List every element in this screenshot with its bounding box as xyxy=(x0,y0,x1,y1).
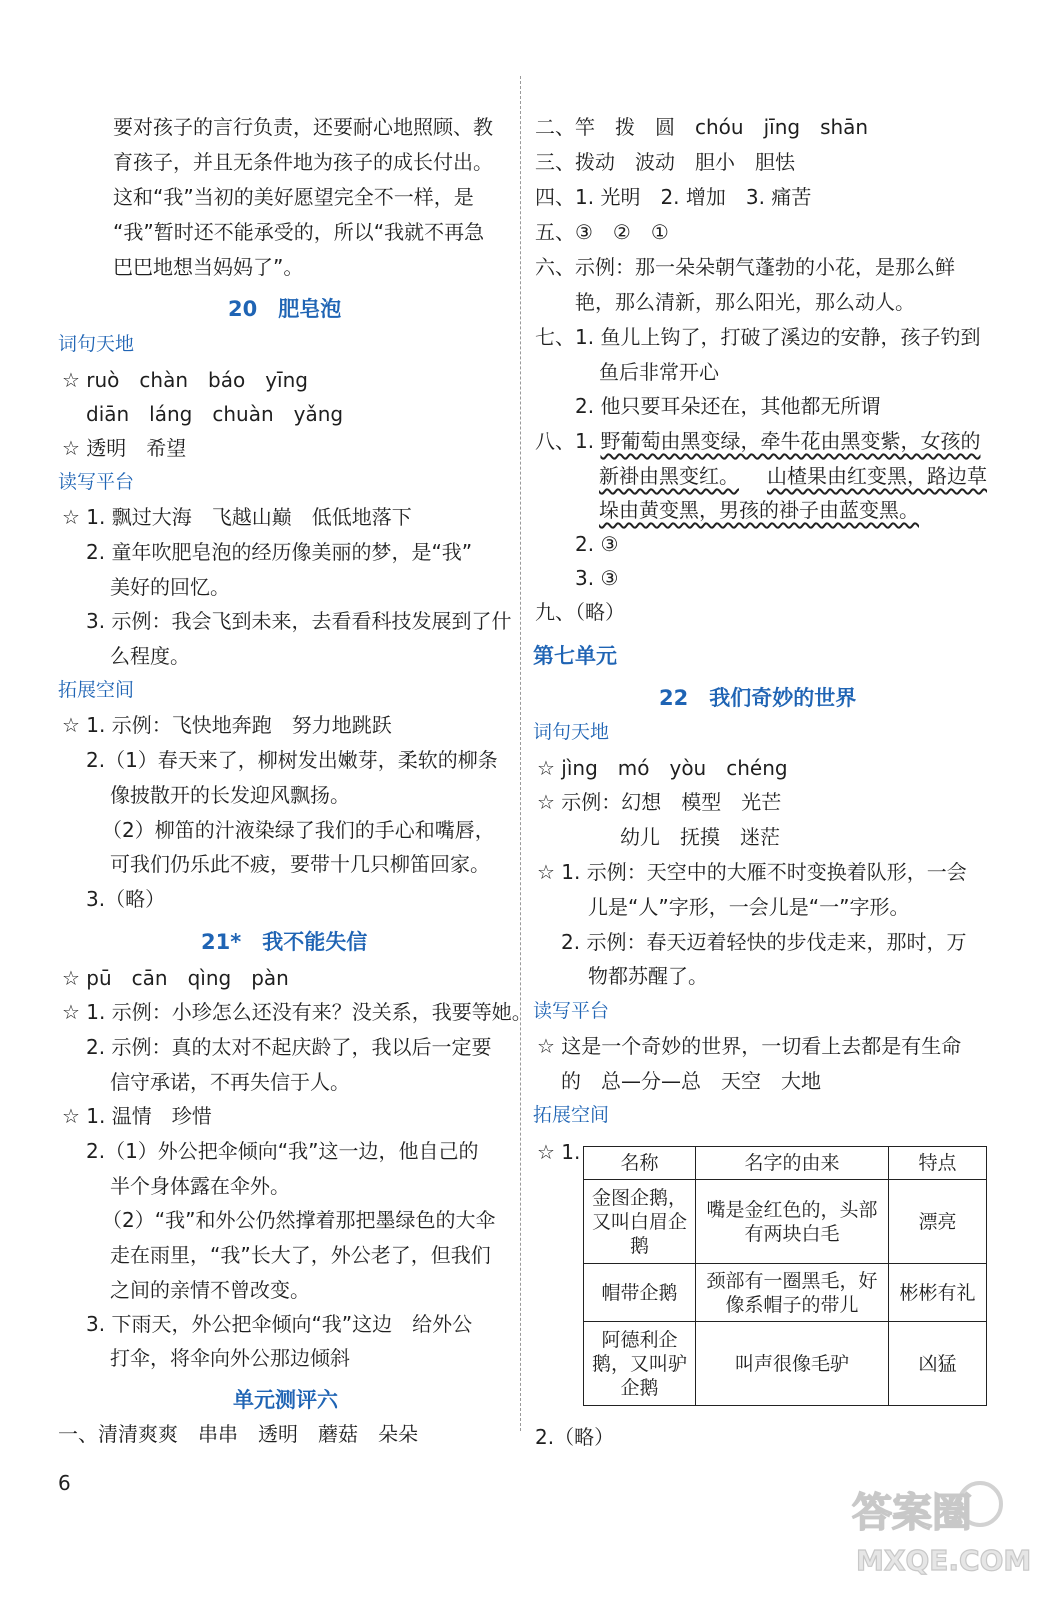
l22-c4b: 儿是“人”字形，一会儿是“一”字形。 xyxy=(588,895,910,919)
r-line-7b: 鱼后非常开心 xyxy=(599,360,719,384)
r-line-7c: 2. 他只要耳朵还在，其他都无所谓 xyxy=(575,394,881,418)
l20-tz-2c: （2）柳笛的汁液染绿了我们的手心和嘴唇， xyxy=(102,818,495,842)
l22-c1: ☆ jìng mó yòu chéng xyxy=(537,756,788,780)
lesson-22-title: 22 我们奇妙的世界 xyxy=(659,686,857,710)
r-line-5: 五、③ ② ① xyxy=(535,220,669,244)
intro-line-1: 要对孩子的言行负责，还要耐心地照顾、教 xyxy=(113,115,493,139)
r-line-8e: 3. ③ xyxy=(575,566,619,590)
intro-line-2: 育孩子，并且无条件地为孩子的成长付出。 xyxy=(113,150,493,174)
l20-duxie-1: ☆ 1. 飘过大海 飞越山巅 低低地落下 xyxy=(62,505,412,529)
watermark-text-cn: 答案圈 xyxy=(852,1490,972,1536)
l20-duxie-2b: 美好的回忆。 xyxy=(110,575,230,599)
table-cell: 彬彬有礼 xyxy=(889,1264,987,1322)
r-8c-text: 垛由黄变黑，男孩的褂子由蓝变黑。 xyxy=(599,498,919,522)
r-8b-text1: 新褂由黑变红。 xyxy=(599,464,739,488)
unit-test-6-title: 单元测评六 xyxy=(233,1388,338,1412)
l22-dx2: 的 总—分—总 天空 大地 xyxy=(561,1069,821,1093)
l22-c4a: ☆ 1. 示例：天空中的大雁不时变换着队形，一会 xyxy=(537,860,967,884)
r-8a-text: 野葡萄由黑变绿，牵牛花由黑变紫，女孩的 xyxy=(600,429,981,453)
table-cell: 叫声很像毛驴 xyxy=(696,1322,889,1406)
r-line-3: 三、拨动 波动 胆小 胆怯 xyxy=(535,150,795,174)
r-line-8c xyxy=(599,497,919,523)
table-cell: 凶猛 xyxy=(889,1322,987,1406)
lesson-21-title: 21* 我不能失信 xyxy=(201,930,368,954)
r-line-2: 二、竿 拨 圆 chóu jīng shān xyxy=(535,115,869,139)
table-header-row xyxy=(584,1147,987,1180)
watermark-icon xyxy=(840,1478,1030,1588)
l20-duxie-2a: 2. 童年吹肥皂泡的经历像美丽的梦，是“我” xyxy=(86,540,473,564)
l20-ciju-1: ☆ ruò chàn báo yīng xyxy=(62,368,308,392)
r-line-8d: 2. ③ xyxy=(575,532,619,556)
table-row xyxy=(584,1264,987,1322)
l21-e3: （2）“我”和外公仍然撑着那把墨绿色的大伞 xyxy=(102,1208,496,1232)
l21-c2: 信守承诺，不再失信于人。 xyxy=(110,1070,350,1094)
l22-c5a: 2. 示例：春天迈着轻快的步伐走来，那时，万 xyxy=(561,930,967,954)
r-line-4: 四、1. 光明 2. 增加 3. 痛苦 xyxy=(535,185,812,209)
l20-tz-1: ☆ 1. 示例：飞快地奔跑 努力地跳跃 xyxy=(62,713,392,737)
l20-tz-2a: 2.（1）春天来了，柳树发出嫩芽，柔软的柳条 xyxy=(86,748,498,772)
lesson-20-title: 20 肥皂泡 xyxy=(228,297,342,321)
l20-ciju-3: ☆ 透明 希望 xyxy=(62,436,187,460)
l22-c3: 幼儿 抚摸 迷茫 xyxy=(620,825,780,849)
l21-f2: 打伞，将伞向外公那边倾斜 xyxy=(110,1346,350,1370)
table-header-feature: 特点 xyxy=(889,1147,987,1180)
section-duxie-22: 读写平台 xyxy=(533,1000,610,1022)
table-cell: 金图企鹅，又叫白眉企鹅 xyxy=(584,1180,696,1264)
table-cell: 阿德利企鹅，又叫驴企鹅 xyxy=(584,1322,696,1406)
l20-tz-3: 3.（略） xyxy=(86,887,166,911)
unit-7-heading: 第七单元 xyxy=(533,644,617,668)
l21-e5: 之间的亲情不曾改变。 xyxy=(110,1278,310,1302)
table-cell: 帽带企鹅 xyxy=(584,1264,696,1322)
l20-duxie-3b: 么程度。 xyxy=(110,644,190,668)
intro-line-4: “我”暂时还不能承受的，所以“我就不再急 xyxy=(113,220,485,244)
l21-b: ☆ 1. 示例：小珍怎么还没有来？没关系，我要等她。 xyxy=(62,1000,532,1024)
l21-e2: 半个身体露在伞外。 xyxy=(110,1174,290,1198)
section-ciju-22: 词句天地 xyxy=(533,721,610,743)
l22-tz-2: 2.（略） xyxy=(535,1425,615,1449)
section-duxie-20: 读写平台 xyxy=(58,471,135,493)
l22-dx1: ☆ 这是一个奇妙的世界，一切看上去都是有生命 xyxy=(537,1034,962,1058)
section-tuozhan-22: 拓展空间 xyxy=(533,1104,610,1126)
penguin-table xyxy=(583,1146,987,1406)
l21-f1: 3. 下雨天，外公把伞倾向“我”这边 给外公 xyxy=(86,1312,473,1336)
r-line-8b xyxy=(599,463,987,489)
column-divider xyxy=(520,76,521,1431)
r-line-8a xyxy=(535,428,980,454)
l20-tz-2d: 可我们仍乐此不疲，要带十几只柳笛回家。 xyxy=(110,852,490,876)
watermark-logo xyxy=(840,1478,1030,1588)
r-line-6b: 艳，那么清新，那么阳光，那么动人。 xyxy=(575,290,915,314)
l22-tz-label: ☆ 1. xyxy=(537,1140,581,1164)
l21-c1: 2. 示例：真的太对不起庆龄了，我以后一定要 xyxy=(86,1035,492,1059)
table-cell: 颈部有一圈黑毛，好像系帽子的带儿 xyxy=(696,1264,889,1322)
intro-line-5: 巴巴地想当妈妈了”。 xyxy=(113,255,304,279)
r-line-6a: 六、示例：那一朵朵朝气蓬勃的小花，是那么鲜 xyxy=(535,255,955,279)
l22-c2: ☆ 示例：幻想 模型 光芒 xyxy=(537,790,782,814)
r-8a-prefix: 八、1. xyxy=(535,429,601,453)
section-ciju-20: 词句天地 xyxy=(58,333,135,355)
table-row xyxy=(584,1322,987,1406)
r-line-9: 九、（略） xyxy=(535,600,625,624)
l20-duxie-3a: 3. 示例：我会飞到未来，去看看科技发展到了什 xyxy=(86,609,512,633)
intro-line-3: 这和“我”当初的美好愿望完全不一样，是 xyxy=(113,185,474,209)
l22-c5b: 物都苏醒了。 xyxy=(588,964,708,988)
table-cell: 漂亮 xyxy=(889,1180,987,1264)
table-row xyxy=(584,1180,987,1264)
watermark-text-en: MXQE.COM xyxy=(856,1544,1030,1577)
r-line-7a: 七、1. 鱼儿上钩了，打破了溪边的安静，孩子钓到 xyxy=(535,325,981,349)
l21-d: ☆ 1. 温情 珍惜 xyxy=(62,1104,212,1128)
section-tuozhan-20: 拓展空间 xyxy=(58,679,135,701)
r-8b-text2: 山楂果由红变黑，路边草 xyxy=(767,464,987,488)
table-cell: 嘴是金红色的，头部有两块白毛 xyxy=(696,1180,889,1264)
l21-e4: 走在雨里，“我”长大了，外公老了，但我们 xyxy=(110,1243,491,1267)
l21-e1: 2.（1）外公把伞倾向“我”这一边，他自己的 xyxy=(86,1139,479,1163)
l21-a: ☆ pū cān qìng pàn xyxy=(62,966,289,990)
test-line-1: 一、清清爽爽 串串 透明 蘑菇 朵朵 xyxy=(58,1422,418,1446)
page-number: 6 xyxy=(58,1471,71,1495)
table-header-name: 名称 xyxy=(584,1147,696,1180)
table-header-origin: 名字的由来 xyxy=(696,1147,889,1180)
l20-ciju-2: diān láng chuàn yǎng xyxy=(86,402,344,426)
l20-tz-2b: 像披散开的长发迎风飘扬。 xyxy=(110,783,350,807)
